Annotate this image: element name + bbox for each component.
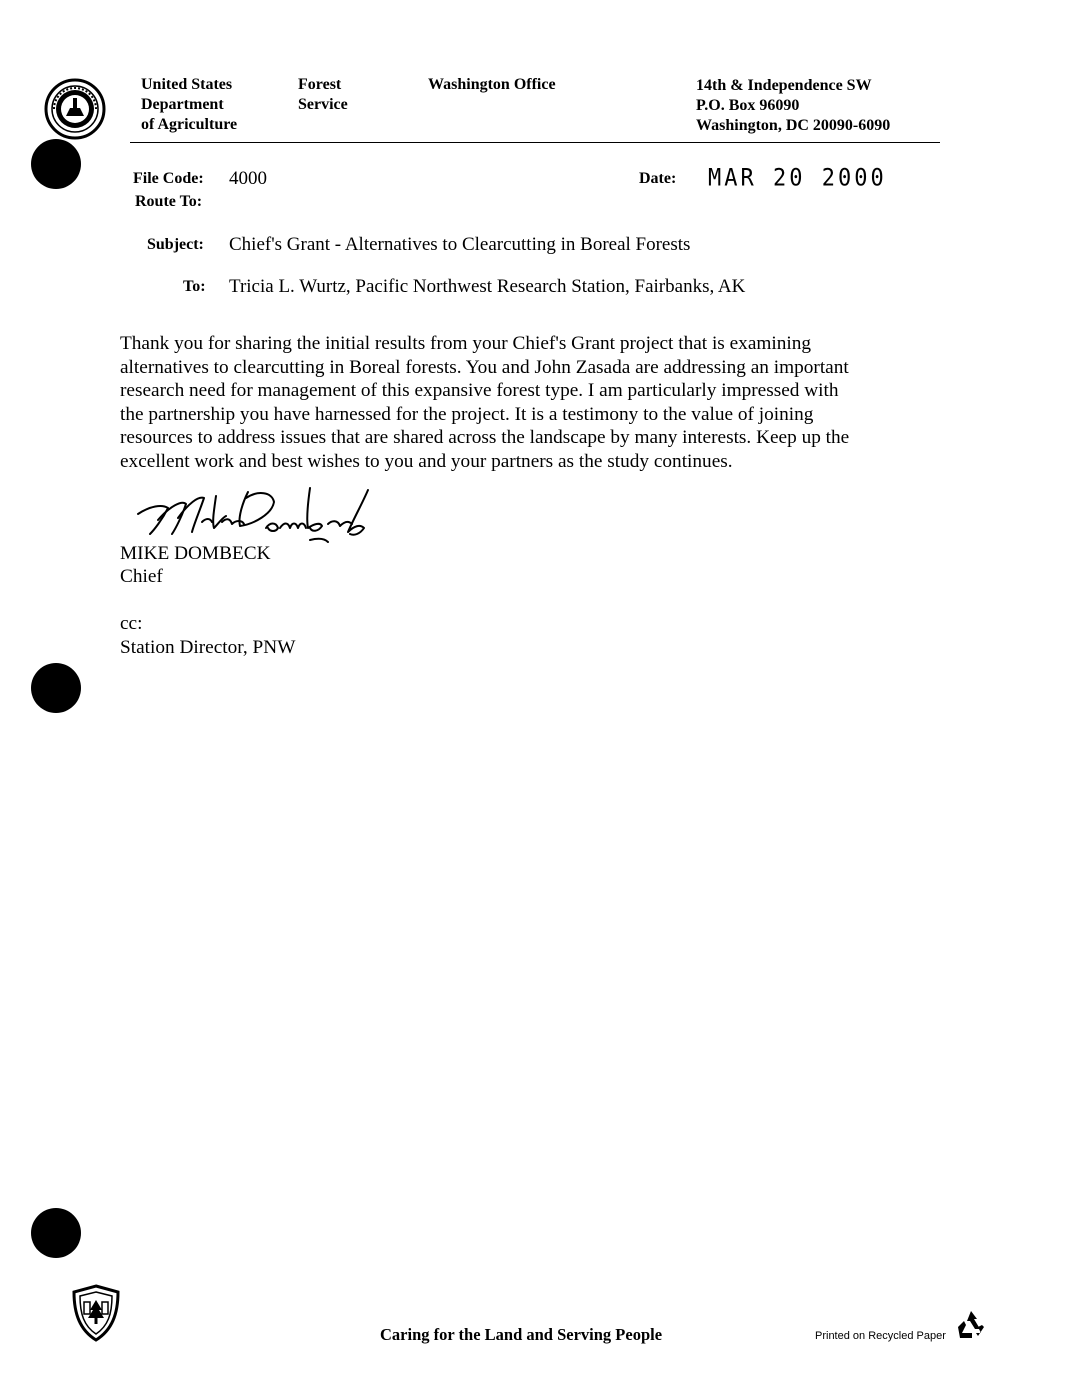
signatory-title: Chief (120, 566, 163, 587)
office-name: Washington Office (428, 76, 556, 93)
body-line: Thank you for sharing the initial results from your Chief's Grant project that is examining (120, 333, 812, 354)
file-code-value: 4000 (229, 168, 267, 189)
file-code-label: File Code: (133, 170, 204, 187)
punch-hole-middle (31, 663, 81, 713)
recycle-icon (954, 1309, 988, 1341)
body-line: alternatives to clearcutting in Boreal forests. You and John Zasada are addressing an important (120, 356, 849, 378)
body-line: excellent work and best wishes to you and your partners as the study continues. (120, 450, 733, 472)
usda-seal-icon (44, 78, 106, 140)
footer-motto: Caring for the Land and Serving People (380, 1325, 663, 1344)
subject-label: Subject: (147, 236, 204, 253)
recycled-paper-note: Printed on Recycled Paper (815, 1330, 946, 1342)
letter-body (120, 332, 849, 473)
service-name: Forest Service (298, 76, 348, 113)
to-label: To: (183, 278, 206, 295)
agency-name: United States Department of Agriculture (141, 76, 238, 133)
office-address: 14th & Independence SW P.O. Box 96090 Washington, DC 20090-6090 (696, 77, 891, 134)
forest-service-shield-icon (70, 1284, 122, 1342)
punch-hole-top (31, 139, 81, 189)
signatory-name: MIKE DOMBECK (120, 543, 271, 564)
date-stamp: MAR 20 2000 (708, 164, 887, 193)
to-value: Tricia L. Wurtz, Pacific Northwest Research Station, Fairbanks, AK (229, 276, 746, 297)
route-to-label: Route To: (135, 193, 203, 210)
subject-value: Chief's Grant - Alternatives to Clearcutting in Boreal Forests (229, 234, 691, 255)
cc-label: cc: (120, 613, 143, 634)
header-divider (130, 142, 940, 143)
cc-recipient: Station Director, PNW (120, 637, 296, 658)
body-line: resources to address issues that are shared across the landscape by many interests. Keep up the (120, 427, 850, 448)
punch-hole-bottom (31, 1208, 81, 1258)
date-label: Date: (639, 170, 677, 187)
body-line: the partnership you have harnessed for the project. It is a testimony to the value of joining (120, 403, 814, 425)
body-line: research need for management of this expansive forest type. I am particularly impressed with (120, 380, 839, 401)
